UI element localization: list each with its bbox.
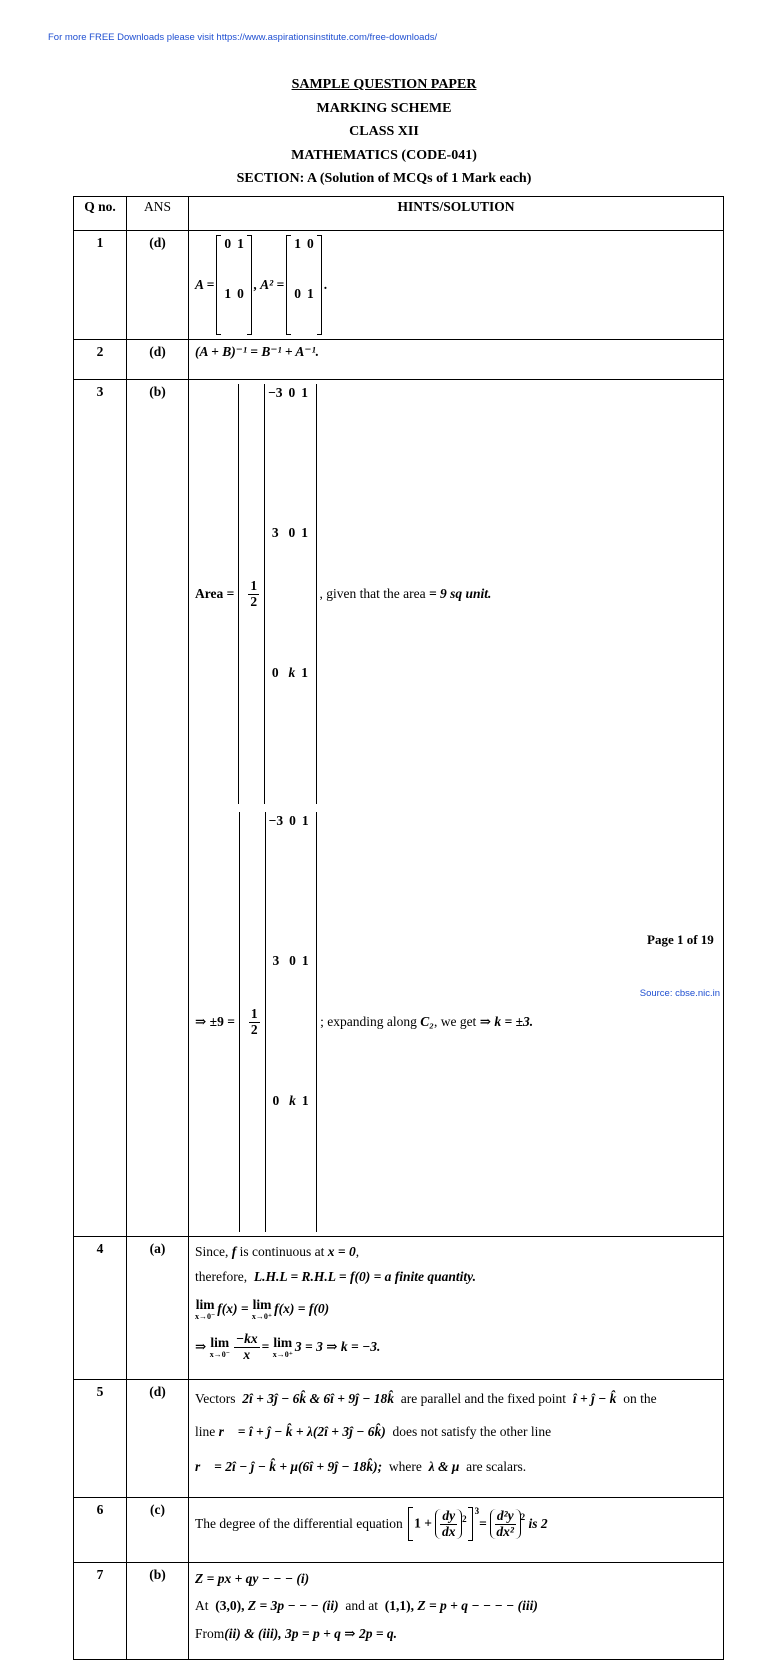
header-ans: ANS [127, 197, 189, 231]
table-row [74, 1380, 724, 1498]
q6-bracket: 1 + $\frac{dy}{dx}$ $^2$ [408, 1507, 472, 1542]
lim-right-2: lim x→0⁺ [272, 1334, 293, 1360]
answer-option: (d) [127, 1380, 189, 1498]
answer-option: (d) [127, 340, 189, 380]
q7-point-30: (3,0), [215, 1597, 245, 1613]
q3-expand-text: ; expanding along [320, 1013, 417, 1029]
q6-eq: = [479, 1515, 487, 1531]
q2-equation: (A + B)⁻¹ = B⁻¹ + A⁻¹. [195, 344, 319, 359]
question-number: 2 [74, 340, 127, 380]
solution-cell: The degree of the differential equation 1 + $\frac{dy}{dx}$ $^2$ $^3$ = $\frac{\text{d²y}}{\text{dx²}}$ $^2$ is 2 [189, 1498, 724, 1563]
q3-result: ⇒ k = ±3. [479, 1013, 534, 1029]
solution-cell [189, 1237, 724, 1380]
q4-x0: x = 0 [327, 1243, 356, 1259]
q3-lhs: ⇒ ±9 = [195, 1013, 235, 1029]
answer-option: (a) [127, 1237, 189, 1380]
half-fraction: $\frac{1}{2}$ [250, 577, 258, 609]
q5-parallel-text: are parallel and the fixed point [400, 1390, 567, 1406]
q5-lambda-mu: λ & μ [428, 1458, 460, 1474]
q4-continuous: is continuous at [239, 1243, 325, 1259]
question-number: 3 [74, 380, 127, 1237]
download-note[interactable]: For more FREE Downloads please visit https://www.aspirationsinstitute.com/free-downloads/ [48, 32, 438, 43]
q7-z3p: Z = 3p − − − (ii) [247, 1597, 339, 1613]
subject-heading: MATHEMATICS (CODE-041) [291, 148, 477, 163]
q5-line2: r⃗ = 2î − ĵ − k̂ + μ(6î + 9ĵ − 18k̂); [195, 1458, 383, 1474]
answer-option: (d) [127, 231, 189, 340]
solution-table [73, 196, 724, 1660]
q6-second-derivative: $\frac{\text{d²y}}{\text{dx²}}$ [490, 1509, 521, 1540]
question-number: 7 [74, 1563, 127, 1660]
question-number: 4 [74, 1237, 127, 1380]
q5-on-the: on the [623, 1390, 657, 1406]
solution-cell [189, 340, 724, 380]
q4-comma: , [355, 1243, 360, 1259]
section-heading: SECTION: A (Solution of MCQs of 1 Mark each) [236, 171, 532, 186]
q4-line3-b: f(x) = f(0) [274, 1300, 330, 1316]
solution-cell [189, 231, 724, 340]
table-row [74, 380, 724, 1237]
q7-and-at: and at [345, 1597, 378, 1613]
q6-answer: is 2 [528, 1515, 548, 1531]
q6-cube: 3 [474, 1506, 480, 1517]
q4-arrow: ⇒ [195, 1338, 207, 1354]
q1-a2-eq: , A² = [253, 276, 285, 292]
q5-scalars: are scalars. [466, 1458, 527, 1474]
table-row [74, 340, 724, 380]
q5-fixed-point: î + ĵ − k̂ [572, 1390, 617, 1406]
q7-at: At [195, 1597, 209, 1613]
q5-vector-pair: 2î + 3ĵ − 6k̂ & 6î + 9ĵ − 18k̂ [242, 1390, 394, 1406]
q1-a-eq: A = [195, 276, 215, 292]
answer-option: (b) [127, 380, 189, 1237]
q7-point-11: (1,1), [384, 1597, 414, 1613]
q4-f: f [231, 1243, 237, 1259]
q7-from: From [195, 1625, 225, 1641]
solution-cell [189, 380, 724, 1237]
class-heading: CLASS XII [349, 124, 419, 139]
question-number: 1 [74, 231, 127, 340]
table-row [74, 1237, 724, 1380]
source-note: Source: cbse.nic.in [639, 988, 720, 999]
question-number: 5 [74, 1380, 127, 1498]
q3-c2: C₂ [420, 1013, 434, 1029]
q4-line3-a: f(x) = [217, 1300, 249, 1316]
question-number: 6 [74, 1498, 127, 1563]
q5-line-word: line [195, 1423, 216, 1439]
q7-from-rest: (ii) & (iii), 3p = p + q ⇒ 2p = q. [224, 1625, 398, 1641]
q4-line4-end: 3 = 3 ⇒ k = −3. [294, 1338, 381, 1354]
table-row [74, 1498, 724, 1563]
lim-left-2: lim x→0⁻ [209, 1334, 230, 1360]
q3-area-label: Area = [195, 585, 235, 601]
q5-line1: r⃗ = î + ĵ − k̂ + λ(2î + 3ĵ − 6k̂) [218, 1423, 386, 1439]
table-header-row [74, 197, 724, 231]
q3-given-text: , given that the area [319, 585, 426, 601]
q6-text: The degree of the differential equation [195, 1515, 403, 1531]
q4-lhl: L.H.L = R.H.L = f(0) = a finite quantity. [253, 1268, 477, 1284]
q5-where: where [388, 1458, 422, 1474]
q5-not-satisfy: does not satisfy the other line [392, 1423, 552, 1439]
q7-line1: Z = px + qy − − − (i) [195, 1570, 310, 1586]
solution-cell [189, 1563, 724, 1660]
q4-eq: = [261, 1338, 270, 1354]
matrix-a-squared: 1 0 0 1 [286, 235, 322, 335]
solution-cell [189, 1380, 724, 1498]
table-row [74, 1563, 724, 1660]
paper-subtitle: MARKING SCHEME [316, 101, 452, 116]
expanded-determinant: $\frac{1}{2}$ −3 0 1 3 0 1 0 k 1 [239, 812, 317, 1232]
page-number: Page 1 of 19 [647, 932, 714, 947]
q5-vectors: Vectors [195, 1390, 236, 1406]
header-hints: HINTS/SOLUTION [189, 197, 724, 231]
kx-fraction: $\frac{-kx}{x}$ [235, 1330, 258, 1362]
answer-option: (b) [127, 1563, 189, 1660]
matrix-a: 0 1 1 0 [216, 235, 252, 335]
q7-zpq: Z = p + q − − − − (iii) [417, 1597, 538, 1613]
q3-weget: , we get [433, 1013, 477, 1029]
lim-right: lim x→0⁺ [251, 1296, 273, 1322]
header-qno: Q no. [74, 197, 127, 231]
paper-title: SAMPLE QUESTION PAPER [291, 77, 477, 92]
q4-since: Since, [195, 1243, 229, 1259]
table-row [74, 231, 724, 340]
q3-area-value: = 9 sq unit. [428, 585, 492, 601]
area-determinant: $\frac{1}{2}$ −3 0 1 3 0 1 0 k 1 [238, 384, 316, 804]
q1-end: . [323, 276, 328, 292]
q4-therefore: therefore, [195, 1268, 248, 1284]
lim-left: lim x→0⁻ [195, 1296, 216, 1322]
answer-option: (c) [127, 1498, 189, 1563]
